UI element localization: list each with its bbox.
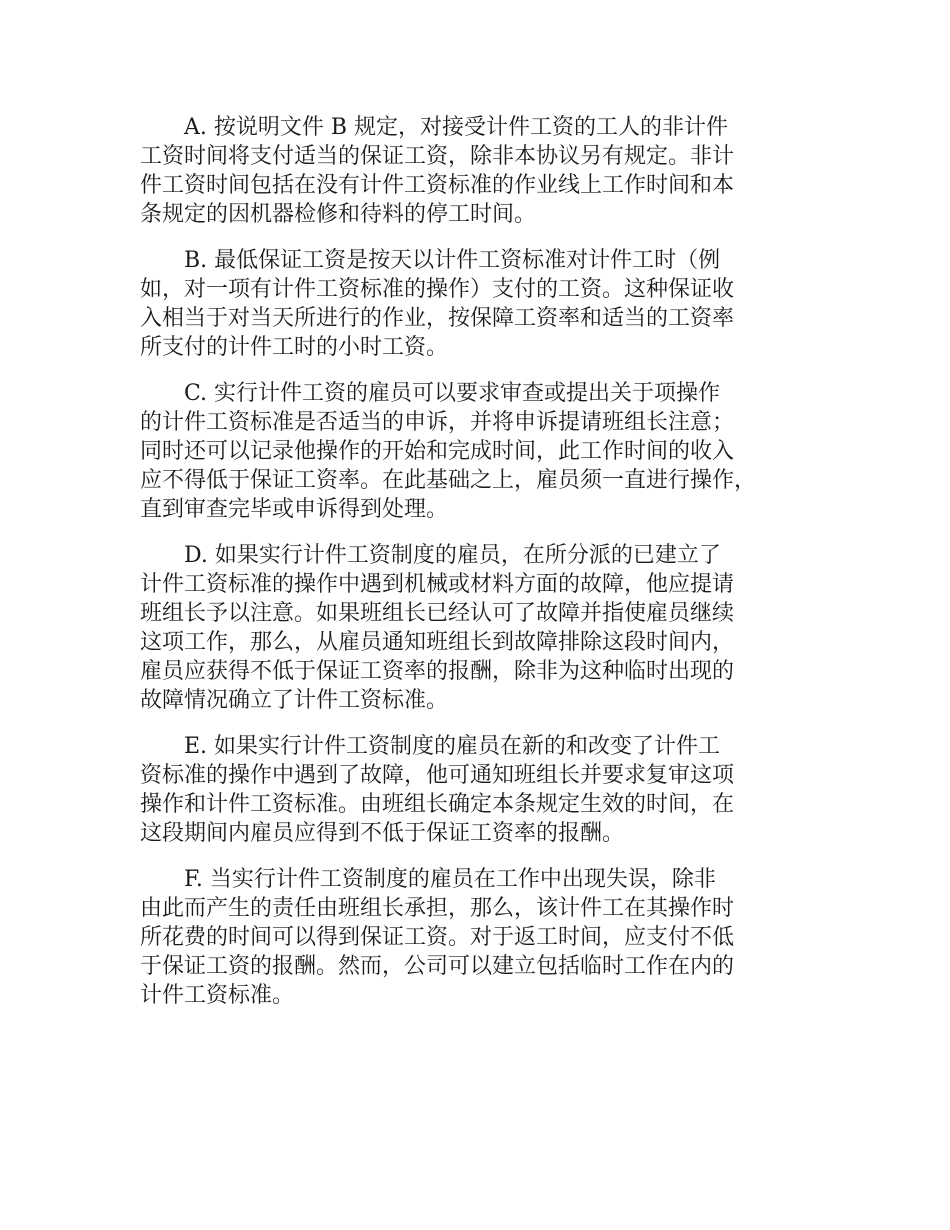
paragraph-line: E. 如果实行计件工资制度的雇员在新的和改变了计件工 (184, 734, 721, 759)
paragraph-c (140, 379, 830, 524)
paragraph-line: 计件工资标准。 (140, 983, 295, 1008)
paragraph-a (140, 113, 830, 229)
paragraph-line: 故障情况确立了计件工资标准。 (140, 688, 449, 713)
document-body (140, 113, 830, 1027)
paragraph-line: 如，对一项有计件工资标准的操作）支付的工资。这种保证收 (140, 277, 735, 302)
paragraph-line: 件工资时间包括在没有计件工资标准的作业线上工作时间和本 (140, 173, 735, 198)
paragraph-line: F. 当实行计件工资制度的雇员在工作中出现失误，除非 (184, 867, 716, 892)
paragraph-line: 于保证工资的报酬。然而，公司可以建立包括临时工作在内的 (140, 954, 735, 979)
paragraph-line: 所花费的时间可以得到保证工资。对于返工时间，应支付不低 (140, 925, 735, 950)
paragraph-line: 这项工作，那么，从雇员通知班组长到故障排除这段时间内， (140, 630, 735, 655)
paragraph-line: 工资时间将支付适当的保证工资，除非本协议另有规定。非计 (140, 144, 735, 169)
paragraph-line: B. 最低保证工资是按天以计件工资标准对计件工时（例 (184, 248, 721, 273)
paragraph-line: 计件工资标准的操作中遇到机械或材料方面的故障，他应提请 (140, 572, 735, 597)
paragraph-line: A. 按说明文件 B 规定，对接受计件工资的工人的非计件 (184, 115, 729, 140)
paragraph-line: C. 实行计件工资的雇员可以要求审查或提出关于项操作 (184, 381, 721, 406)
paragraph-line: 条规定的因机器检修和待料的停工时间。 (140, 202, 537, 227)
paragraph-line: 雇员应获得不低于保证工资率的报酬，除非为这种临时出现的 (140, 659, 735, 684)
paragraph-line: 直到审查完毕或申诉得到处理。 (140, 497, 449, 522)
paragraph-line: 应不得低于保证工资率。在此基础之上，雇员须一直进行操作， (140, 468, 757, 493)
paragraph-line: 同时还可以记录他操作的开始和完成时间，此工作时间的收入 (140, 439, 735, 464)
paragraph-line: 所支付的计件工时的小时工资。 (140, 335, 449, 360)
paragraph-b (140, 246, 830, 362)
paragraph-line: 由此而产生的责任由班组长承担，那么，该计件工在其操作时 (140, 896, 735, 921)
paragraph-f (140, 865, 830, 1010)
paragraph-line: D. 如果实行计件工资制度的雇员，在所分派的已建立了 (184, 543, 721, 568)
paragraph-line: 这段期间内雇员应得到不低于保证工资率的报酬。 (140, 821, 625, 846)
paragraph-line: 操作和计件工资标准。由班组长确定本条规定生效的时间，在 (140, 792, 735, 817)
paragraph-e (140, 732, 830, 848)
paragraph-d (140, 541, 830, 715)
paragraph-line: 入相当于对当天所进行的作业，按保障工资率和适当的工资率 (140, 306, 735, 331)
paragraph-line: 资标准的操作中遇到了故障，他可通知班组长并要求复审这项 (140, 763, 735, 788)
paragraph-line: 班组长予以注意。如果班组长已经认可了故障并指使雇员继续 (140, 601, 735, 626)
paragraph-line: 的计件工资标准是否适当的申诉，并将申诉提请班组长注意； (140, 410, 735, 435)
